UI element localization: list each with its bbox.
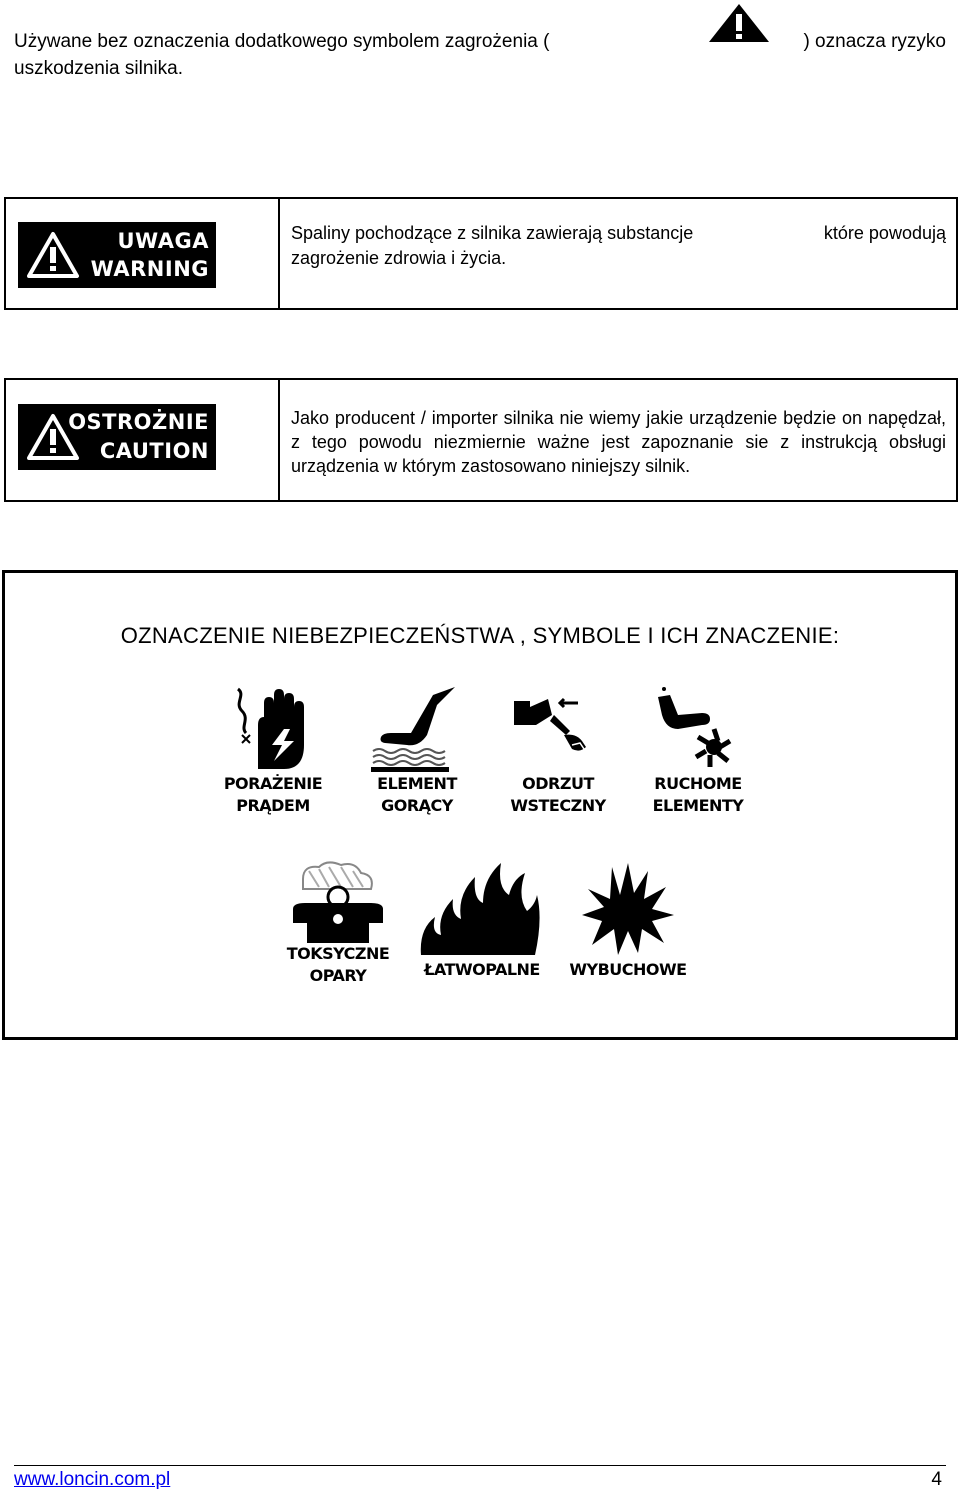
caption-line1: PORAŻENIE [223,774,323,793]
caution-badge-line2: CAUTION [99,439,209,463]
kickback-icon [508,685,608,773]
caution-label-cell [6,380,280,500]
warning-triangle-icon [707,2,771,44]
hazard-kickback [483,685,633,817]
warning-box [4,197,958,310]
explosive-icon [578,859,678,959]
warning-text-a: Spaliny pochodzące z silnika zawierają substancje [291,223,694,243]
intro-text-before: Używane bez oznaczenia dodatkowego symbolem zagrożenia ( [14,31,550,52]
intro-text-line2: uszkodzenia silnika. [14,58,183,79]
warning-badge [18,222,216,288]
caption-line1: TOKSYCZNE [286,944,390,963]
hazard-moving-parts [623,685,773,817]
moving-parts-icon [648,685,748,773]
warning-badge-line1: UWAGA [117,229,209,253]
intro-paragraph [14,28,946,82]
caption-line1: ELEMENT [377,774,457,793]
hazard-toxic-fumes [263,859,413,987]
caption-line1: WYBUCHOWE [569,960,687,979]
caption-line2: ELEMENTY [652,796,744,815]
hot-element-icon [367,685,467,773]
warning-text-b: które powodują [823,223,946,243]
caption-line1: RUCHOME [654,774,742,793]
flammable-icon [417,859,547,959]
caption-line2: GORĄCY [381,796,453,815]
hazard-explosive [553,859,703,981]
intro-text-after: ) oznacza ryzyko [803,31,946,52]
hazard-symbols-panel [2,570,958,1040]
hazard-flammable [407,859,557,981]
warning-badge-line2: WARNING [90,257,209,281]
caption-line1: ODRZUT [522,774,594,793]
caption-line2: OPARY [309,966,367,985]
page-number: 4 [931,1469,942,1490]
warning-text-c: zagrożenie zdrowia i życia. [291,248,507,268]
warning-text [280,199,956,308]
hazard-electric-shock [198,685,348,817]
caution-badge [18,404,216,470]
caption-line2: PRĄDEM [236,796,310,815]
hazard-hot-element [342,685,492,817]
warning-triangle-icon [26,230,80,280]
hazard-panel-title: OZNACZENIE NIEBEZPIECZEŃSTWA , SYMBOLE I ICH ZNACZENIE: [120,623,840,648]
caption-line2: WSTECZNY [510,796,606,815]
page-footer [14,1465,946,1490]
caution-text: Jako producent / importer silnika nie wiemy jakie urządzenie będzie on napędzał, z tego powodu niezmiernie ważne jest zapoznanie sie z instrukcją obsługi urządzenia w którym zastosowano niniejszy silnik. [291,408,946,476]
caution-box [4,378,958,502]
toxic-fumes-icon [283,859,393,943]
caution-badge-line1: OSTROŻNIE [68,410,209,434]
caption-line1: ŁATWOPALNE [424,960,540,979]
website-link[interactable]: www.loncin.com.pl [14,1469,171,1490]
electric-shock-icon [228,685,318,773]
warning-label-cell [6,199,280,308]
